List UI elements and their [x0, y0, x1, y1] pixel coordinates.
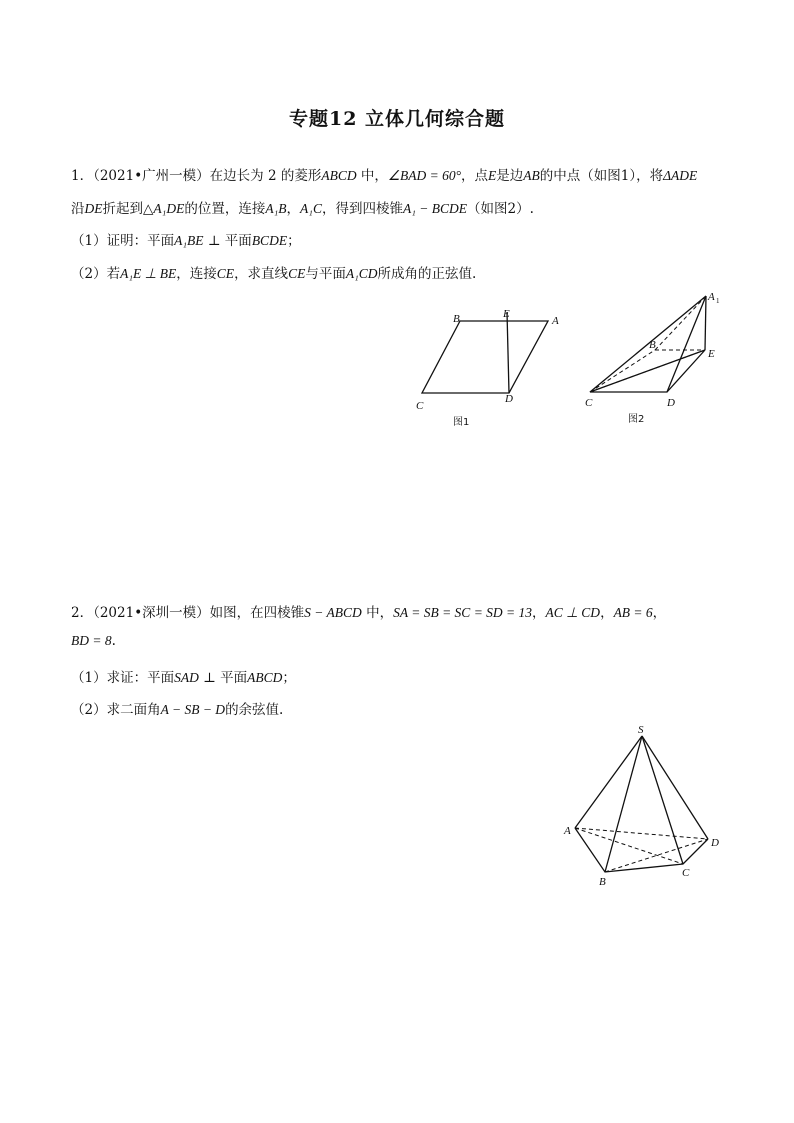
q2-part1: （1）求证：平面SAD ⊥ 平面ABCD； — [71, 670, 296, 686]
q1-part1: （1）证明：平面A₁BE ⊥ 平面BCDE； — [71, 233, 301, 249]
diag-a-c-hidden — [575, 828, 683, 864]
label-d: D — [505, 393, 513, 405]
label-a1-sub: 1 — [716, 297, 720, 305]
label-d: D — [667, 397, 675, 409]
label-a: A — [564, 825, 571, 837]
label-c: C — [682, 867, 690, 879]
label-b: B — [599, 876, 606, 888]
edge-s-a — [575, 736, 642, 828]
page-title: 专题12 立体几何综合题 — [288, 108, 506, 130]
q2-line1: 2．（2021•深圳一模）如图，在四棱锥S − ABCD 中，SA = SB = SC = SD = 13，AC ⊥ CD，AB = 6， — [71, 605, 667, 621]
edge-s-b — [605, 736, 642, 872]
figure-2-caption: 图2 — [628, 414, 645, 425]
label-d: D — [711, 837, 719, 849]
label-c: C — [416, 400, 424, 412]
q1-part2: （2）若A₁E ⊥ BE，连接CE，求直线CE与平面A₁CD所成角的正弦值. — [71, 266, 477, 282]
edge-a-d-hidden — [575, 828, 708, 839]
label-a1: A — [708, 291, 715, 303]
edge-s-d — [642, 736, 708, 839]
label-a: A — [552, 315, 559, 327]
figure-1-caption: 图1 — [453, 417, 470, 428]
q1-line2: 沿DE折起到△A₁DE的位置，连接A₁B，A₁C，得到四棱锥A₁ − BCDE（如图2）. — [71, 201, 534, 217]
label-b: B — [453, 313, 460, 325]
label-e: E — [708, 348, 715, 360]
label-s: S — [638, 724, 644, 736]
q2-part2: （2）求二面角A − SB − D的余弦值. — [71, 702, 284, 718]
label-e: E — [503, 308, 510, 320]
label-b: B — [649, 339, 656, 351]
label-c: C — [585, 397, 593, 409]
q2-line2: BD = 8. — [71, 633, 116, 649]
edge-s-c — [642, 736, 683, 864]
q1-line1: 1．（2021•广州一模）在边长为 2 的菱形ABCD 中，∠BAD = 60°，点E是边AB的中点（如图1），将ΔADE — [71, 168, 698, 184]
